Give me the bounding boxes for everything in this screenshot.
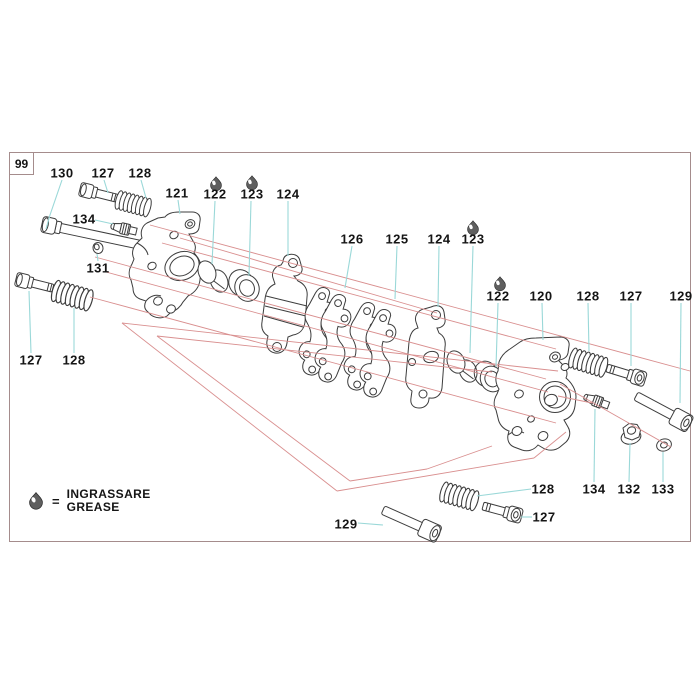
- caliper-half-121: [129, 212, 203, 318]
- legend-text-english: GREASE: [66, 500, 120, 515]
- part-label-127: 127: [619, 288, 643, 304]
- spring-128-right: [567, 347, 610, 378]
- nut-132: [620, 424, 643, 447]
- part-label-128: 128: [531, 481, 555, 497]
- part-label-124: 124: [427, 231, 451, 247]
- part-label-127: 127: [19, 352, 43, 368]
- part-label-126: 126: [340, 231, 364, 247]
- figure-ref-box: 99: [9, 152, 34, 175]
- part-label-120: 120: [529, 288, 553, 304]
- part-label-127: 127: [532, 509, 556, 525]
- bolt-129-bottom: [379, 502, 443, 543]
- part-label-133: 133: [651, 481, 675, 497]
- grease-legend: [27, 488, 151, 514]
- bolt-127-right: [605, 361, 648, 387]
- part-label-129: 129: [669, 288, 693, 304]
- part-label-131: 131: [86, 260, 110, 276]
- seal-123-left: [225, 266, 263, 305]
- part-label-124: 124: [276, 186, 300, 202]
- bolt-127-bottom-center: [481, 499, 524, 524]
- bolt-129-right: [632, 388, 695, 433]
- part-label-129: 129: [334, 516, 358, 532]
- part-label-123: 123: [461, 231, 485, 247]
- part-label-132: 132: [617, 481, 641, 497]
- spring-128-top: [114, 190, 153, 218]
- part-label-122: 122: [203, 186, 227, 202]
- piston-123-right: [444, 348, 480, 385]
- part-label-128: 128: [128, 165, 152, 181]
- part-label-122: 122: [486, 288, 510, 304]
- part-label-134: 134: [72, 211, 96, 227]
- grease-drop-icon: [27, 490, 45, 512]
- spring-128-bottom-center: [438, 481, 481, 511]
- part-label-121: 121: [165, 185, 189, 201]
- bolt-127-bottom-left: [14, 272, 54, 295]
- part-label-128: 128: [62, 352, 86, 368]
- part-label-134: 134: [582, 481, 606, 497]
- bolt-127-top: [78, 182, 118, 205]
- legend-text-italian: INGRASSARE: [66, 487, 151, 501]
- bleed-valve-134-right: [582, 391, 610, 410]
- legend-equals: =: [52, 493, 60, 509]
- spacer-131: [92, 241, 105, 254]
- part-label-123: 123: [240, 186, 264, 202]
- part-label-127: 127: [91, 165, 115, 181]
- spring-128-bottom-left: [50, 280, 95, 312]
- part-label-125: 125: [385, 231, 409, 247]
- part-label-130: 130: [50, 165, 74, 181]
- part-label-128: 128: [576, 288, 600, 304]
